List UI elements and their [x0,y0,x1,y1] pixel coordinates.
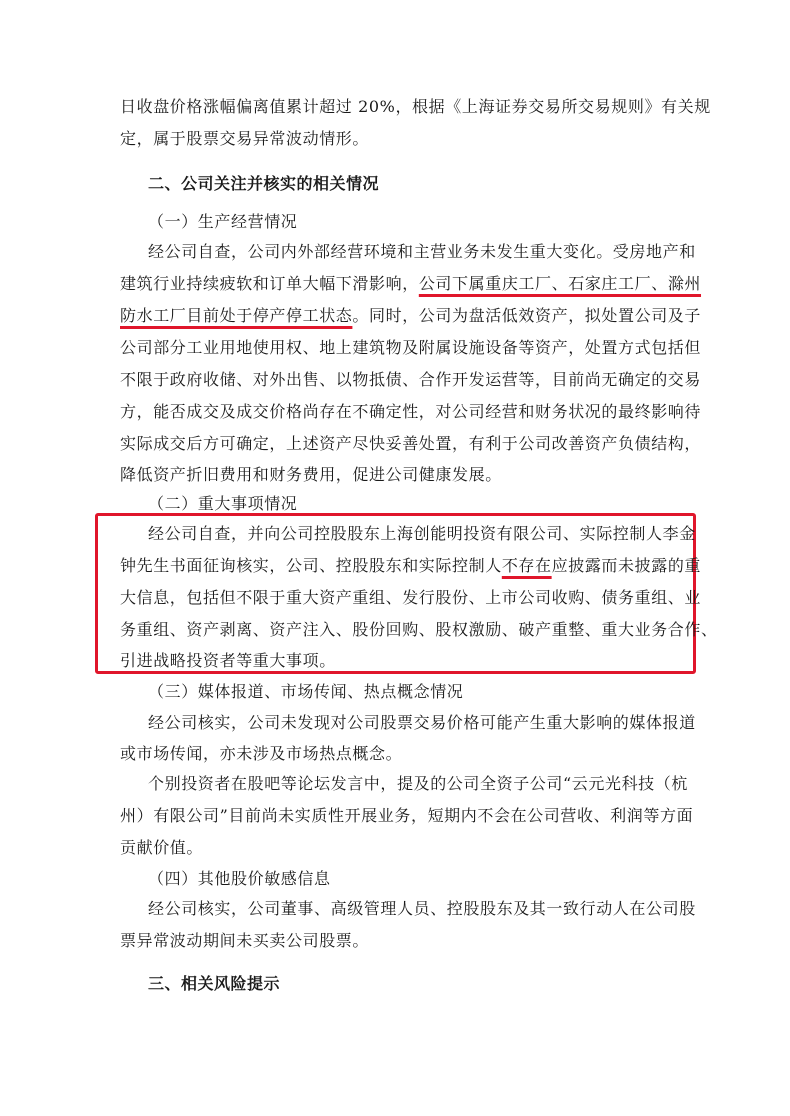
paragraph-line: 经公司核实，公司未发现对公司股票交易价格可能产生重大影响的媒体报道 [148,713,696,732]
paragraph-line: 票异常波动期间未买卖公司股票。 [120,931,370,950]
paragraph-line: 经公司核实，公司董事、高级管理人员、控股股东及其一致行动人在公司股 [148,899,696,918]
paragraph-line: 经公司自查，并向公司控股股东上海创能明投资有限公司、实际控制人李金 [148,524,696,543]
paragraph-line: 定，属于股票交易异常波动情形。 [120,129,370,148]
paragraph-line: 州）有限公司”目前尚未实质性开展业务，短期内不会在公司营收、利润等方面 [120,806,694,825]
paragraph-line: 不限于政府收储、对外出售、以物抵债、合作开发运营等，目前尚无确定的交易 [120,370,702,389]
paragraph-line: 大信息，包括但不限于重大资产重组、发行股份、上市公司收购、债务重组、业 [120,588,702,607]
paragraph-line: 日收盘价格涨幅偏离值累计超过 20%，根据《上海证券交易所交易规则》有关规 [120,97,711,116]
paragraph-line: 或市场传闻，亦未涉及市场热点概念。 [120,744,403,763]
paragraph-line [120,273,790,295]
paragraph-line [120,555,790,577]
paragraph-line: 经公司自查，公司内外部经营环境和主营业务未发生重大变化。受房地产和 [148,242,696,261]
subsection-heading: （四）其他股价敏感信息 [148,869,331,888]
highlighted-text: 不存在 [501,556,552,575]
subsection-heading: （三）媒体报道、市场传闻、热点概念情况 [148,682,464,701]
subsection-heading: （一）生产经营情况 [148,212,298,231]
paragraph-line: 引进战略投资者等重大事项。 [120,651,336,670]
paragraph-line: 个别投资者在股吧等论坛发言中，提及的公司全资子公司“云元光科技（杭 [148,774,688,793]
highlighted-text: 防水工厂目前处于停产停工状态 [120,306,353,325]
paragraph-line [120,305,790,327]
paragraph-line: 公司部分工业用地使用权、地上建筑物及附属设施设备等资产，处置方式包括但 [120,338,702,357]
text-segment: 建筑行业持续疲软和订单大幅下滑影响， [120,274,419,293]
section-heading: 三、相关风险提示 [148,974,281,993]
highlighted-text: 公司下属重庆工厂、石家庄工厂、滁州 [418,274,702,293]
paragraph-line: 实际成交后方可确定，上述资产尽快妥善处置，有利于公司改善资产负债结构， [120,434,702,453]
paragraph-line: 降低资产折旧费用和财务费用，促进公司健康发展。 [120,465,502,484]
paragraph-line: 贡献价值。 [120,838,204,857]
text-segment: 钟先生书面征询核实，公司、控股股东和实际控制人 [120,556,502,575]
paragraph-line: 方，能否成交及成交价格尚存在不确定性，对公司经营和财务状况的最终影响待 [120,402,702,421]
section-heading: 二、公司关注并核实的相关情况 [148,174,380,193]
text-segment: 应披露而未披露的重 [551,556,702,575]
subsection-heading: （二）重大事项情况 [148,494,298,513]
paragraph-line: 务重组、资产剥离、资产注入、股份回购、股权激励、破产重整、重大业务合作、 [120,620,718,639]
text-segment: 。同时，公司为盘活低效资产，拟处置公司及子 [352,306,702,325]
